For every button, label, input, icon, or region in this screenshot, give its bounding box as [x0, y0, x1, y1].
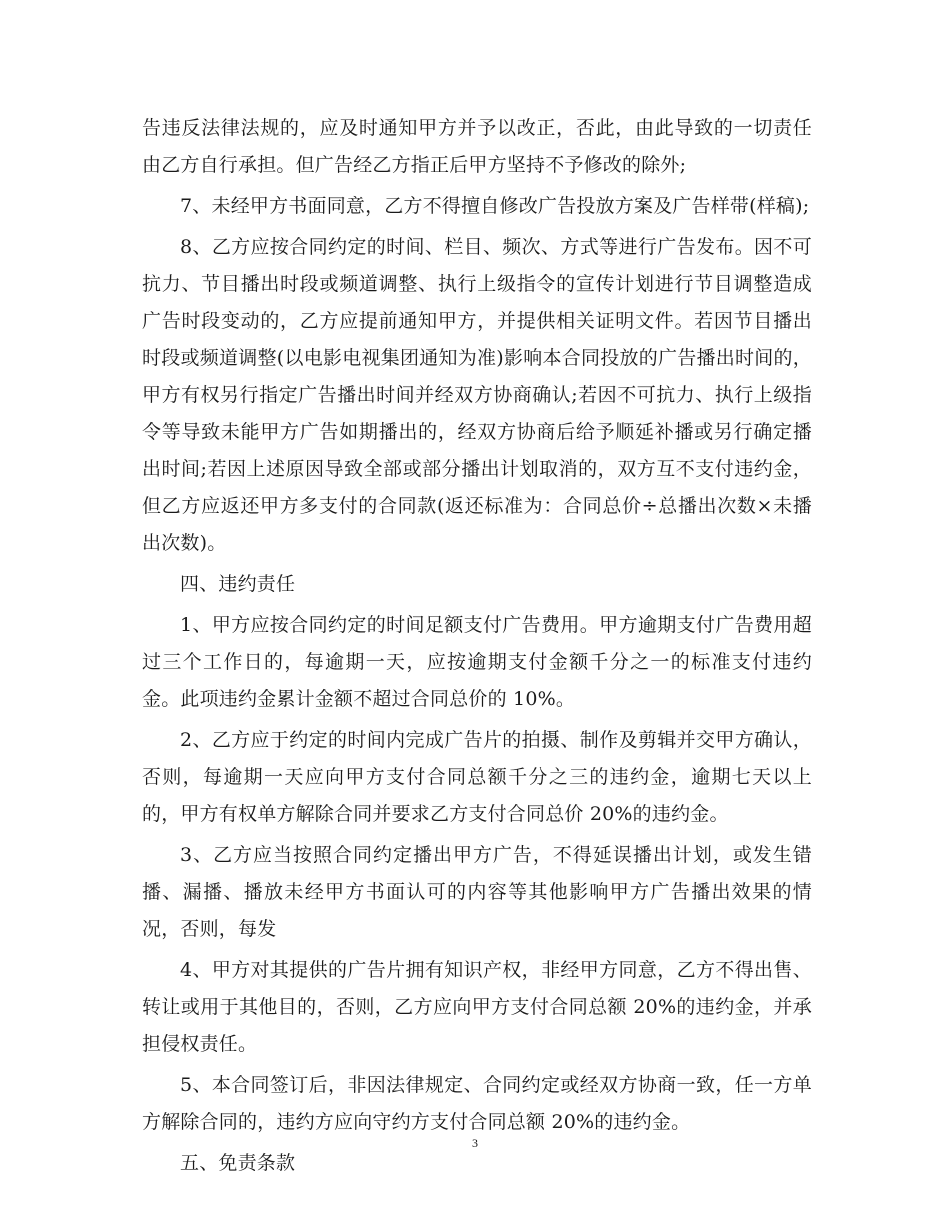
section-heading-breach-liability: 四、违约责任	[180, 573, 296, 595]
document-body	[142, 110, 812, 1186]
paragraph-clause-8: 8、乙方应按合同约定的时间、栏目、频次、方式等进行广告发布。因不可抗力、节目播出时段或频道调整、执行上级指令的宣传计划进行节目调整造成广告时段变动的，乙方应提前通知甲方，并提供相关证明文件。若因节目播出时段或频道调整(以电影电视集团通知为准)影响本合同投放的广告播出时间的，甲方有权另行指定广告播出时间并经双方协商确认;若因不可抗力、执行上级指令等导致未能甲方广告如期播出的，经双方协商后给予顺延补播或另行确定播出时间;若因上述原因导致全部或部分播出计划取消的，双方互不支付违约金，但乙方应返还甲方多支付的合同款(返还标准为：合同总价÷总播出次数×未播出次数)。	[142, 236, 812, 554]
paragraph-breach-4: 4、甲方对其提供的广告片拥有知识产权，非经甲方同意，乙方不得出售、转让或用于其他目的，否则，乙方应向甲方支付合同总额 20%的违约金，并承担侵权责任。	[142, 959, 812, 1055]
paragraph-breach-3: 3、乙方应当按照合同约定播出甲方广告，不得延误播出计划，或发生错播、漏播、播放未经甲方书面认可的内容等其他影响甲方广告播出效果的情况，否则，每发	[142, 844, 812, 940]
page-number: 3	[472, 1136, 478, 1150]
paragraph-clause-7: 7、未经甲方书面同意，乙方不得擅自修改广告投放方案及广告样带(样稿);	[180, 195, 810, 217]
paragraph-breach-1: 1、甲方应按合同约定的时间足额支付广告费用。甲方逾期支付广告费用超过三个工作日的，每逾期一天，应按逾期支付金额千分之一的标准支付违约金。此项违约金累计金额不超过合同总价的 10%。	[142, 614, 812, 710]
section-heading-exemption: 五、免责条款	[180, 1152, 296, 1174]
paragraph-breach-2: 2、乙方应于约定的时间内完成广告片的拍摄、制作及剪辑并交甲方确认，否则，每逾期一天应向甲方支付合同总额千分之三的违约金，逾期七天以上的，甲方有权单方解除合同并要求乙方支付合同总价 20%的违约金。	[142, 729, 812, 825]
paragraph-continuation: 告违反法律法规的，应及时通知甲方并予以改正，否此，由此导致的一切责任由乙方自行承担。但广告经乙方指正后甲方坚持不予修改的除外;	[142, 117, 812, 176]
paragraph-breach-5: 5、本合同签订后，非因法律规定、合同约定或经双方协商一致，任一方单方解除合同的，违约方应向守约方支付合同总额 20%的违约金。	[142, 1074, 812, 1133]
